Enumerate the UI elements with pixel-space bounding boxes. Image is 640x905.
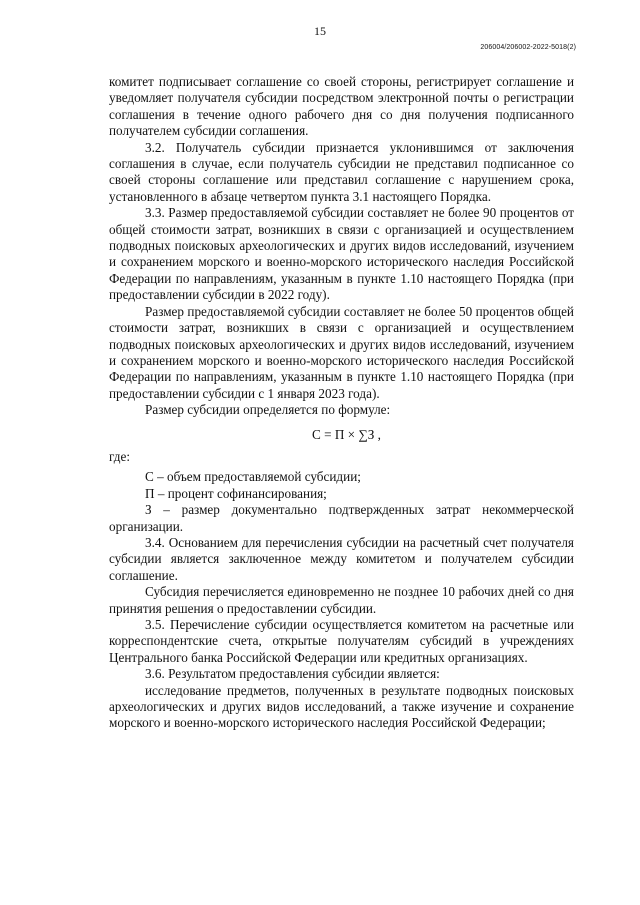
paragraph-3-3-b: Размер предоставляемой субсидии составляет не более 50 процентов общей стоимости затрат, возникших в связи с организацией и осуществлением подводных поисковых археологических и других видов исследований, изучением и сохранением морского и военно-морского исторического наследия Российской Федерации по направлениям, указанным в пункте 1.10 настоящего Порядка (при предоставлении субсидии с 1 января 2023 года).: [109, 303, 574, 401]
paragraph-3-4: 3.4. Основанием для перечисления субсидии на расчетный счет получателя субсидии является заключенное между комитетом и получателем субсидии соглашение.: [109, 534, 574, 583]
paragraph-continued: комитет подписывает соглашение со своей стороны, регистрирует соглашение и уведомляет получателя субсидии посредством электронной почты о регистрации соглашения в течение одного рабочего дня со дня получения подписанного получателем субсидии соглашения.: [109, 74, 574, 139]
document-body: [109, 74, 574, 732]
paragraph-3-6: 3.6. Результатом предоставления субсидии является:: [145, 666, 440, 682]
paragraph-formula-intro: Размер субсидии определяется по формуле:: [145, 402, 391, 418]
definition-p: П – процент софинансирования;: [145, 485, 327, 501]
definition-z: З – размер документально подтвержденных затрат некоммерческой организации.: [109, 502, 574, 534]
formula: С = П × ∑З ,: [312, 426, 381, 442]
document-code: 206004/206002-2022-5018(2): [480, 44, 576, 51]
where-label: где:: [109, 448, 130, 464]
definition-c: С – объем предоставляемой субсидии;: [145, 469, 361, 485]
paragraph-3-5: 3.5. Перечисление субсидии осуществляется комитетом на расчетные или корреспондентские счета, открытые получателям субсидий в учреждениях Центрального банка Российской Федерации или кредитных организациях.: [109, 617, 574, 665]
page-number: 15: [314, 24, 326, 38]
paragraph-3-2: 3.2. Получатель субсидии признается уклонившимся от заключения соглашения в случае, если получатель субсидии не представил подписанное со своей стороны соглашение или представил соглашение с нарушением срока, установленного в абзаце четвертом пункта 3.1 настоящего Порядка.: [109, 139, 574, 204]
paragraph-3-3: 3.3. Размер предоставляемой субсидии составляет не более 90 процентов от общей стоимости затрат, возникших в связи с организацией и осуществлением подводных поисковых археологических и других видов исследований, изучением и сохранением морского и военно-морского исторического наследия Российской Федерации по направлениям, указанным в пункте 1.10 настоящего Порядка (при предоставлении субсидии в 2022 году).: [109, 205, 574, 303]
paragraph-3-4-b: Субсидия перечисляется единовременно не позднее 10 рабочих дней со дня принятия решения о предоставлении субсидии.: [109, 584, 574, 616]
paragraph-3-6-a: исследование предметов, полученных в результате подводных поисковых археологических и других видов исследований, а также изучение и сохранение морского и военно-морского исторического наследия Российской Федерации;: [109, 682, 574, 731]
